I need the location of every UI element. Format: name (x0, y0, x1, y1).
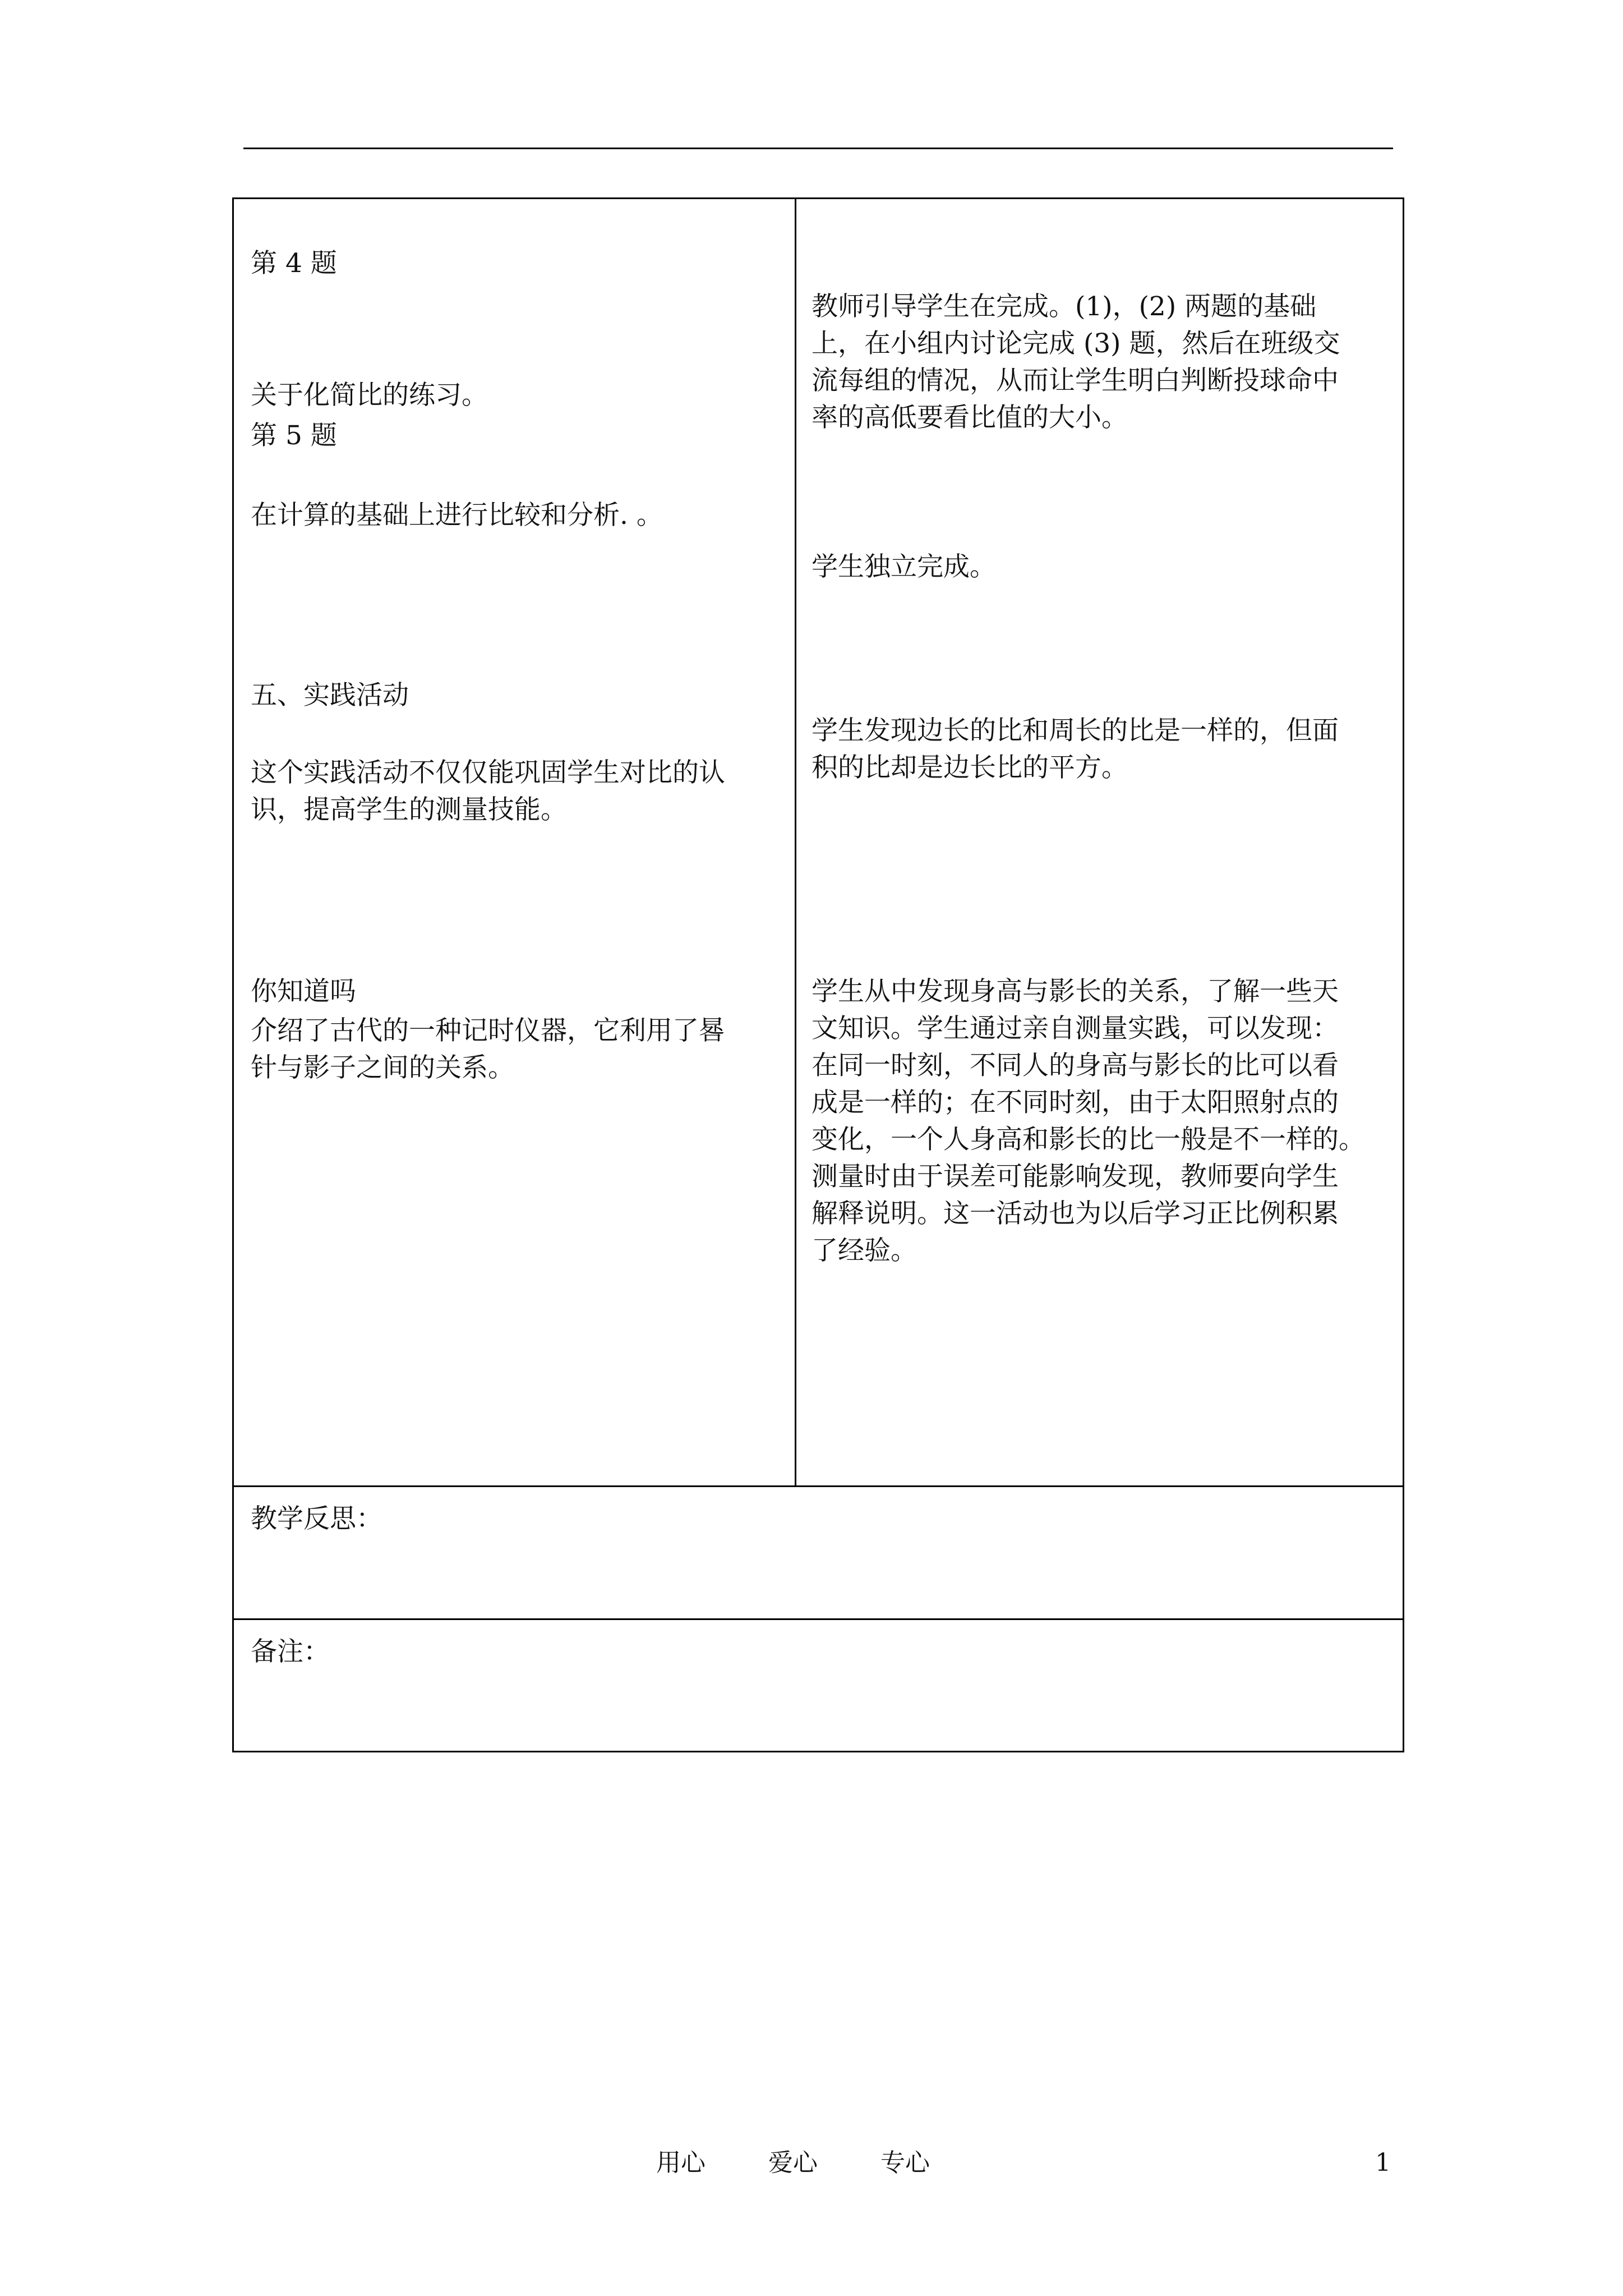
guidance-line: 上，在小组内讨论完成 (3) 题，然后在班级交 (811, 328, 1340, 359)
know-findings-line: 文知识。学生通过亲自测量实践，可以发现： (811, 1013, 1339, 1044)
know-findings-line: 在同一时刻，不同人的身高与影长的比可以看 (811, 1050, 1339, 1081)
practice-activity-description (251, 754, 778, 829)
guidance-line: 教师引导学生在完成。(1)，(2) 两题的基础 (811, 291, 1317, 322)
header-rule (243, 148, 1393, 149)
question-4-title: 第 4 题 (251, 248, 337, 279)
footer-motto-1: 用心 (656, 2148, 706, 2177)
simplify-ratio-practice: 关于化简比的练习。 (251, 380, 488, 411)
row-divider-reflection (234, 1485, 1403, 1487)
lesson-plan-table (232, 197, 1404, 1752)
row-divider-remarks (234, 1618, 1403, 1620)
question-5-student-note: 学生独立完成。 (811, 551, 996, 582)
question-5-note: 在计算的基础上进行比较和分析. 。 (251, 500, 663, 531)
question-4-guidance (811, 288, 1389, 436)
know-findings-line: 学生从中发现身高与影长的关系，了解一些天 (811, 976, 1339, 1007)
guidance-line: 流每组的情况，从而让学生明白判断投球命中 (811, 365, 1339, 396)
remarks-label: 备注： (251, 1636, 330, 1667)
know-desc-line: 介绍了古代的一种记时仪器，它利用了晷 (251, 1015, 725, 1046)
practice-activity-heading: 五、实践活动 (251, 680, 409, 711)
know-findings-line: 成是一样的；在不同时刻，由于太阳照射点的 (811, 1087, 1339, 1118)
know-findings-line: 了经验。 (811, 1235, 917, 1266)
did-you-know-findings (811, 973, 1389, 1269)
page-number: 1 (1375, 2148, 1391, 2177)
question-5-title: 第 5 题 (251, 420, 337, 451)
did-you-know-description (251, 1013, 778, 1087)
know-desc-line: 针与影子之间的关系。 (251, 1052, 514, 1083)
footer-motto-3: 专心 (880, 2148, 930, 2177)
know-findings-line: 测量时由于误差可能影响发现，教师要向学生 (811, 1161, 1339, 1192)
footer-motto-2: 爱心 (768, 2148, 818, 2177)
guidance-line: 率的高低要看比值的大小。 (811, 402, 1128, 433)
findings-line: 学生发现边长的比和周长的比是一样的，但面 (811, 715, 1339, 746)
know-findings-line: 变化，一个人身高和影长的比一般是不一样的。 (811, 1124, 1365, 1155)
did-you-know-heading: 你知道吗 (251, 976, 356, 1007)
know-findings-line: 解释说明。这一活动也为以后学习正比例积累 (811, 1198, 1339, 1229)
teaching-reflection-label: 教学反思： (251, 1503, 382, 1534)
practice-desc-line: 这个实践活动不仅仅能巩固学生对比的认 (251, 757, 725, 788)
findings-line: 积的比却是边长比的平方。 (811, 752, 1128, 783)
practice-findings (811, 712, 1389, 786)
practice-desc-line: 识，提高学生的测量技能。 (251, 794, 567, 825)
column-divider (795, 199, 796, 1487)
